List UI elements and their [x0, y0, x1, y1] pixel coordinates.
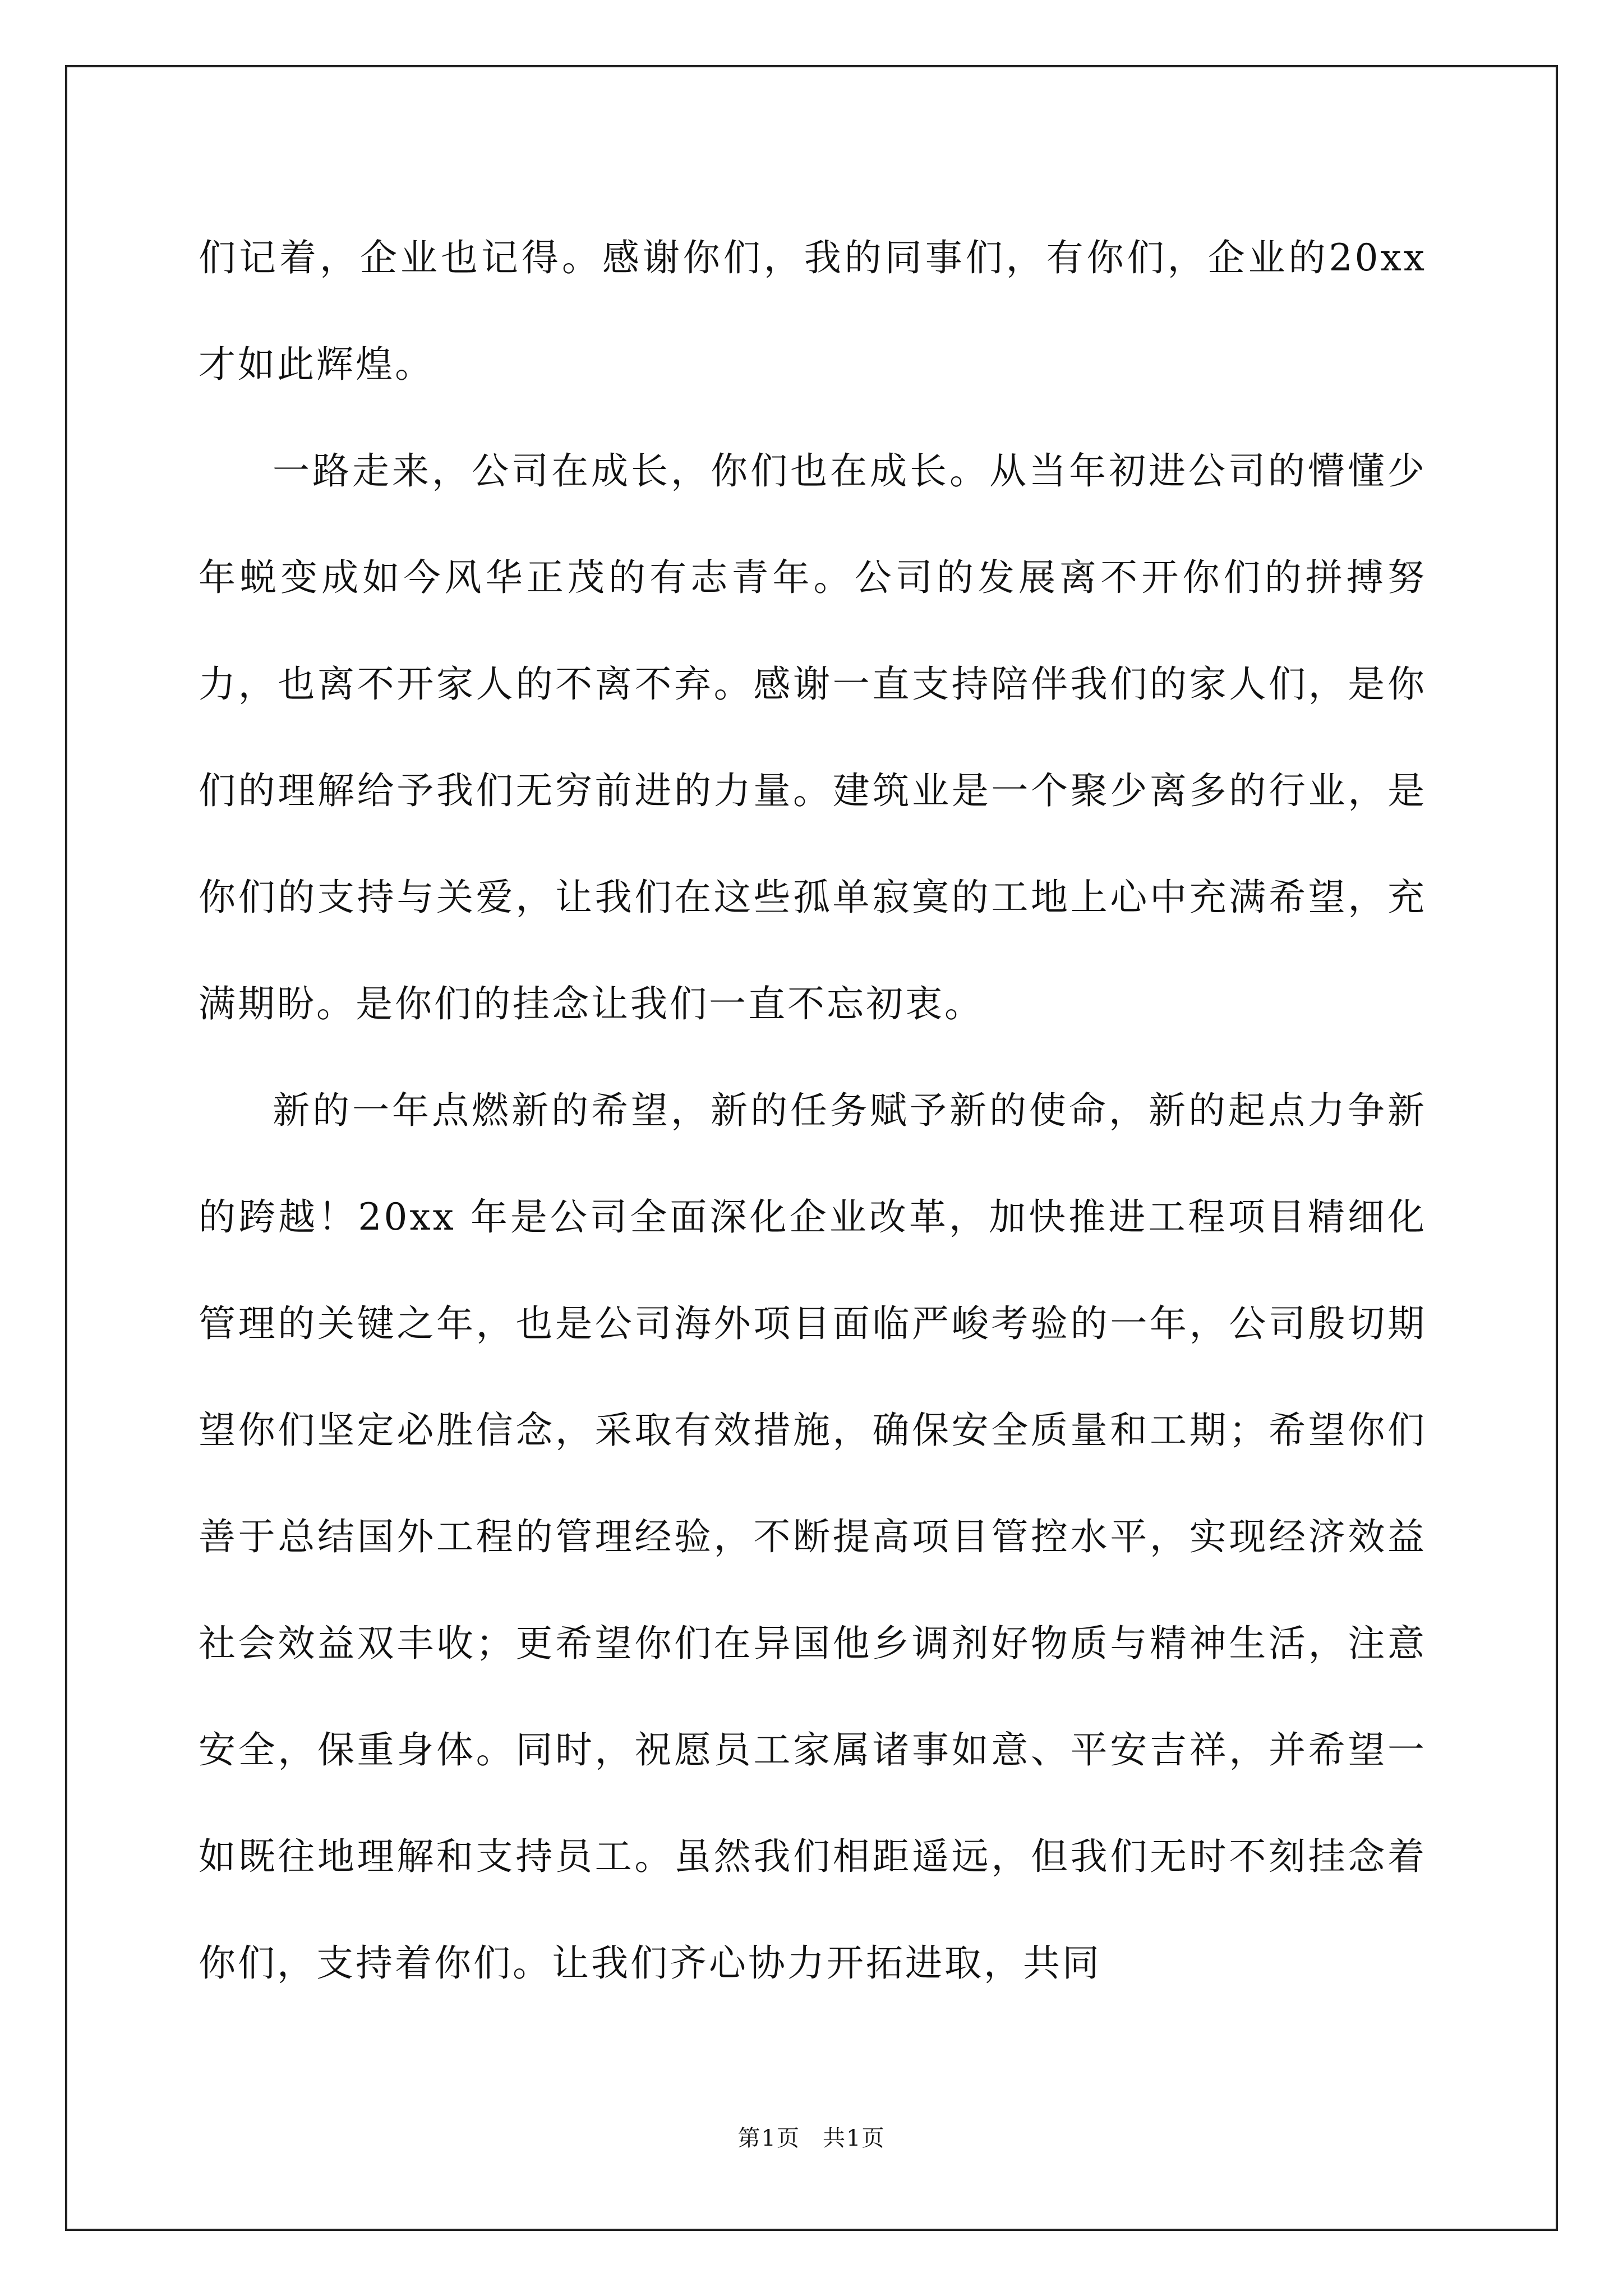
- document-body: [199, 205, 1427, 2017]
- page-number-total: 共1页: [823, 2125, 886, 2151]
- paragraph-new-year: 新的一年点燃新的希望，新的任务赋予新的使命，新的起点力争新的跨越！20xx 年是公司全面深化企业改革，加快推进工程项目精细化管理的关键之年，也是公司海外项目面临严峻考验的一年，公司殷切期望你们坚定必胜信念，采取有效措施，确保安全质量和工期；希望你们善于总结国外工程的管理经验，不断提高项目管控水平，实现经济效益社会效益双丰收；更希望你们在异国他乡调剂好物质与精神生活，注意安全，保重身体。同时，祝愿员工家属诸事如意、平安吉祥，并希望一如既往地理解和支持员工。虽然我们相距遥远，但我们无时不刻挂念着你们，支持着你们。让我们齐心协力开拓进取，共同: [199, 1089, 1427, 1985]
- paragraph-growth: 一路走来，公司在成长，你们也在成长。从当年初进公司的懵懂少年蜕变成如今风华正茂的有志青年。公司的发展离不开你们的拼搏努力，也离不开家人的不离不弃。感谢一直支持陪伴我们的家人们，是你们的理解给予我们无穷前进的力量。建筑业是一个聚少离多的行业，是你们的支持与关爱，让我们在这些孤单寂寞的工地上心中充满希望，充满期盼。是你们的挂念让我们一直不忘初衷。: [199, 449, 1427, 1025]
- paragraph-continuation: 们记着，企业也记得。感谢你们，我的同事们，有你们，企业的20xx才如此辉煌。: [199, 236, 1427, 386]
- page-number-current: 第1页: [737, 2125, 800, 2151]
- page-footer: [0, 2120, 1623, 2152]
